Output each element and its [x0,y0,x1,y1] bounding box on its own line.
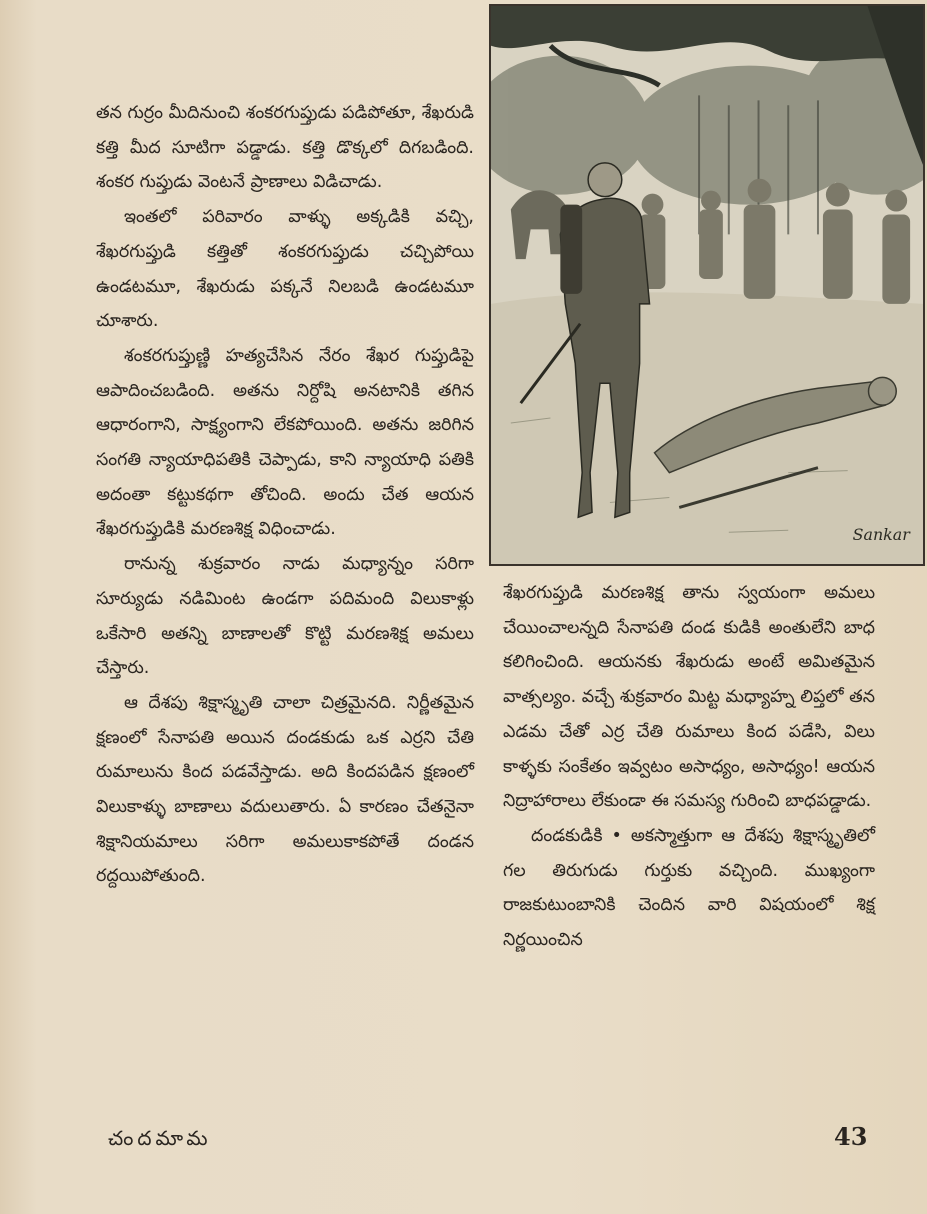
paragraph: ఆ దేశపు శిక్షాస్మృతి చాలా చిత్రమైనది. నిర్ణీతమైన క్షణంలో సేనాపతి అయిన దండకుడు ఒక ఎర్రని చేతి రుమాలును కింద పడవేస్తాడు. అది కిందపడిన క్షణంలో విలుకాళ్ళు బాణాలు వదులుతారు. ఏ కారణం చేతనైనా శిక్షానియమాలు సరిగా అమలుకాకపోతే దండన రద్దయిపోతుంది. [96,692,474,887]
magazine-name: చందమామ [108,1126,212,1150]
paragraph: తన గుర్రం మీదినుంచి శంకరగుప్తుడు పడిపోతూ, శేఖరుడి కత్తి మీద సూటిగా పడ్డాడు. కత్తి డొక్కలో దిగబడింది. శంకర గుప్తుడు వెంటనే ప్రాణాలు విడిచాడు. [96,103,474,193]
right-text-column [503,576,875,958]
paragraph: రానున్న శుక్రవారం నాడు మధ్యాన్నం సరిగా సూర్యుడు నడిమింట ఉండగా పదిమంది విలుకాళ్లు ఒకేసారి అతన్ని బాణాలతో కొట్టి మరణశిక్ష అమలు చేస్తారు. [96,554,474,679]
paragraph: శంకరగుప్తుణ్ణి హత్యచేసిన నేరం శేఖర గుప్తుడిపై ఆపాదించబడింది. అతను నిర్దోషి అనటానికి తగిన ఆధారంగాని, సాక్ష్యంగాని లేకపోయింది. అతను జరిగిన సంగతి న్యాయాధిపతికి చెప్పాడు, కాని న్యాయాధి పతికి అదంతా కట్టుకథగా తోచింది. అందు చేత ఆయన శేఖరగుప్తుడికి మరణశిక్ష విధించాడు. [96,345,474,540]
paragraph: ఇంతలో పరివారం వాళ్ళు అక్కడికి వచ్చి, శేఖరగుప్తుడి కత్తితో శంకరగుప్తుడు చచ్చిపోయి ఉండటమూ, శేఖరుడు పక్కనే నిలబడి ఉండటమూ చూశారు. [96,207,474,332]
artist-signature: Sankar [852,525,910,545]
left-text-column [96,96,474,894]
paragraph: దండకుడికి • అకస్మాత్తుగా ఆ దేశపు శిక్షాస్మృతిలో గల తిరుగుడు గుర్తుకు వచ్చింది. ముఖ్యంగా రాజకుటుంబానికి చెందిన వారి విషయంలో శిక్ష నిర్ణయించిన [503,825,875,951]
story-illustration [489,4,925,566]
forest-scene-drawing [491,6,923,564]
paragraph: శేఖరగుప్తుడి మరణశిక్ష తాను స్వయంగా అమలు చేయించాలన్నది సేనాపతి దండ కుడికి అంతులేని బాధ కలిగించింది. ఆయనకు శేఖరుడు అంటే అమితమైన వాత్సల్యం. వచ్చే శుక్రవారం మిట్ట మధ్యాహ్న లిప్తలో తన ఎడమ చేతో ఎర్ర చేతి రుమాలు కింద పడేసి, విలు కాళ్ళకు సంకేతం ఇవ్వటం అసాధ్యం, అసాధ్యం! ఆయన నిద్రాహారాలు లేకుండా ఈ సమస్య గురించి బాధపడ్డాడు. [503,583,875,812]
page-number: 43 [834,1122,868,1151]
